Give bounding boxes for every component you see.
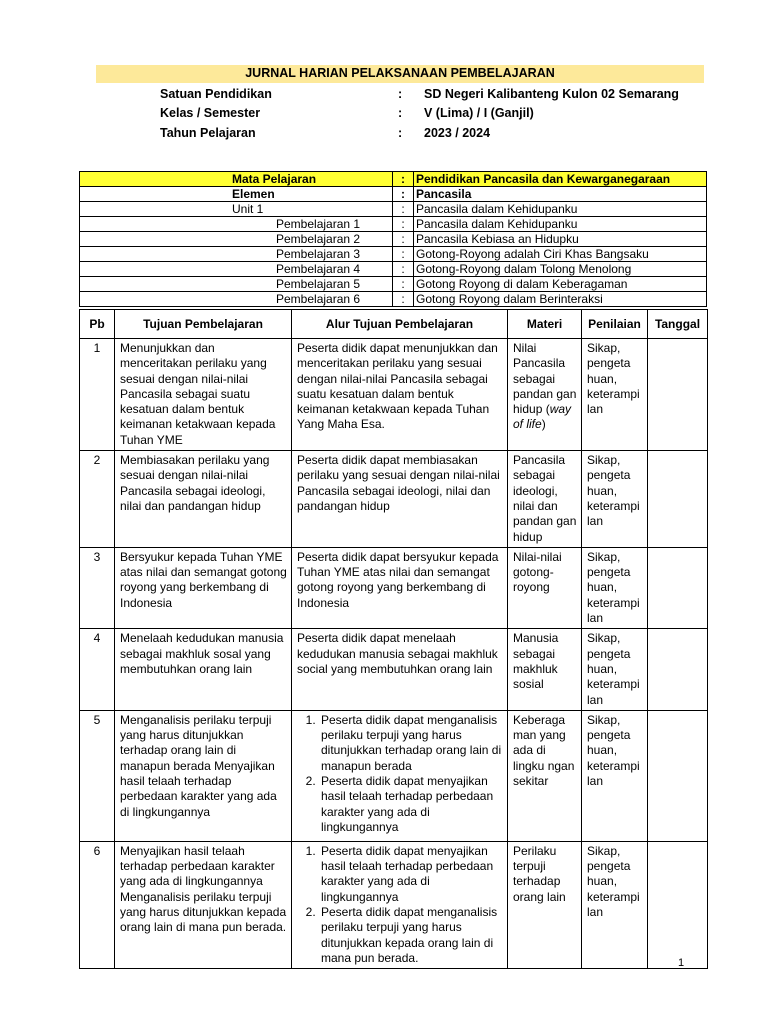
table-row <box>80 547 708 628</box>
cell-tujuan: Membiasakan perilaku yang sesuai dengan nilai-nilai Pancasila sebagai ideologi, nilai dan pandangan hidup <box>115 451 292 548</box>
cell-tujuan: Menelaah kedudukan manusia sebagai makhluk sosal yang membutuhkan orang lain <box>115 629 292 710</box>
cell-materi: Pancasila sebagai ideologi, nilai dan pandan gan hidup <box>508 451 582 548</box>
meta-label: Pembelajaran 4 <box>80 262 393 277</box>
cell-materi: Keberaga man yang ada di lingku ngan sekitar <box>508 710 582 841</box>
materi-italic: way of life <box>513 402 572 432</box>
info-label: Satuan Pendidikan <box>160 86 272 101</box>
cell-alur <box>292 710 508 841</box>
cell-tujuan: Bersyukur kepada Tuhan YME atas nilai dan semangat gotong royong yang berkembang di Indonesia <box>115 547 292 628</box>
meta-colon: : <box>393 292 414 307</box>
cell-pb: 5 <box>80 710 115 841</box>
meta-label: Pembelajaran 1 <box>80 217 393 232</box>
subject-info-table <box>79 171 707 307</box>
cell-alur <box>292 841 508 968</box>
meta-colon: : <box>393 202 414 217</box>
meta-colon: : <box>393 262 414 277</box>
info-label: Tahun Pelajaran <box>160 125 256 140</box>
cell-penilaian: Sikap, pengeta huan, keterampi lan <box>582 841 648 968</box>
info-row-school <box>160 84 679 104</box>
cell-tujuan: Menganalisis perilaku terpuji yang harus ditunjukkan terhadap orang lain di manapun berada Menyajikan hasil telaah terhadap perbedaan karakter yang ada di lingkungannya <box>115 710 292 841</box>
cell-penilaian: Sikap, pengeta huan, keterampi lan <box>582 339 648 451</box>
meta-row-element <box>80 187 707 202</box>
info-row-year <box>160 123 679 143</box>
header-tujuan: Tujuan Pembelajaran <box>115 310 292 339</box>
cell-tanggal <box>648 547 708 628</box>
cell-materi: Manusia sebagai makhluk sosial <box>508 629 582 710</box>
cell-pb: 6 <box>80 841 115 968</box>
meta-value: Gotong Royong di dalam Keberagaman <box>414 277 707 292</box>
cell-pb: 3 <box>80 547 115 628</box>
cell-penilaian: Sikap, pengeta huan, keterampi lan <box>582 451 648 548</box>
header-materi: Materi <box>508 310 582 339</box>
meta-value: Gotong-Royong adalah Ciri Khas Bangsaku <box>414 247 707 262</box>
cell-tanggal <box>648 710 708 841</box>
info-colon: : <box>398 125 403 140</box>
meta-label: Pembelajaran 2 <box>80 232 393 247</box>
meta-colon: : <box>393 277 414 292</box>
cell-alur: Peserta didik dapat bersyukur kepada Tuhan YME atas nilai dan semangat gotong royong yang berkembang di Indonesia <box>292 547 508 628</box>
meta-label: Pembelajaran 3 <box>80 247 393 262</box>
cell-penilaian: Sikap, pengeta huan, keterampi lan <box>582 547 648 628</box>
info-value: 2023 / 2024 <box>424 125 491 140</box>
meta-label: Pembelajaran 5 <box>80 277 393 292</box>
header-tanggal: Tanggal <box>648 310 708 339</box>
table-row <box>80 841 708 968</box>
meta-value: Pancasila dalam Kehidupanku <box>414 202 707 217</box>
cell-alur: Peserta didik dapat menunjukkan dan menceritakan perilaku yang sesuai dengan nilai-nilai Pancasila sebagai suatu kesatuan dalam bentuk keimanan ketakwaan kepada Tuhan Yang Maha Esa. <box>292 339 508 451</box>
meta-row-lesson <box>80 277 707 292</box>
table-header-row <box>80 310 708 339</box>
page-number: 1 <box>678 957 685 969</box>
meta-label: Unit 1 <box>80 202 393 217</box>
info-label: Kelas / Semester <box>160 106 261 121</box>
alur-list <box>297 713 503 835</box>
learning-journal-table <box>79 309 708 969</box>
cell-alur: Peserta didik dapat membiasakan perilaku yang sesuai dengan nilai-nilai Pancasila sebagai ideologi, nilai dan pandangan hidup <box>292 451 508 548</box>
school-info <box>160 84 679 143</box>
meta-value: Pancasila <box>414 187 707 202</box>
meta-label: Pembelajaran 6 <box>80 292 393 307</box>
cell-tujuan: Menunjukkan dan menceritakan perilaku yang sesuai dengan nilai-nilai Pancasila sebagai suatu kesatuan dalam bentuk keimanan ketakwaan kepada Tuhan YME <box>115 339 292 451</box>
cell-materi: Nilai-nilai gotong-royong <box>508 547 582 628</box>
cell-pb: 4 <box>80 629 115 710</box>
info-value: SD Negeri Kalibanteng Kulon 02 Semarang <box>424 86 679 101</box>
cell-tujuan: Menyajikan hasil telaah terhadap perbedaan karakter yang ada di lingkungannya Menganalisis perilaku terpuji yang harus ditunjukkan kepada orang lain di mana pun berada. <box>115 841 292 968</box>
header-penilaian: Penilaian <box>582 310 648 339</box>
alur-list-item: 1. Peserta didik dapat menganalisis perilaku terpuji yang harus ditunjukkan terhadap orang lain di manapun berada <box>319 713 503 774</box>
meta-value: Gotong-Royong dalam Tolong Menolong <box>414 262 707 277</box>
info-value: V (Lima) / I (Ganjil) <box>424 106 534 121</box>
alur-list-item: 2. Peserta didik dapat menganalisis perilaku terpuji yang harus ditunjukkan kepada orang lain di mana pun berada. <box>319 905 503 966</box>
meta-row-subject <box>80 172 707 187</box>
meta-value: Pancasila dalam Kehidupanku <box>414 217 707 232</box>
cell-penilaian: Sikap, pengeta huan, keterampi lan <box>582 710 648 841</box>
table-row <box>80 451 708 548</box>
cell-pb: 2 <box>80 451 115 548</box>
table-row <box>80 710 708 841</box>
cell-materi: Nilai Pancasila sebagai pandan gan hidup (way of life) <box>508 339 582 451</box>
info-colon: : <box>398 86 403 101</box>
meta-colon: : <box>393 232 414 247</box>
meta-row-lesson <box>80 247 707 262</box>
alur-list-item: 2. Peserta didik dapat menyajikan hasil telaah terhadap perbedaan karakter yang ada di lingkungannya <box>319 774 503 835</box>
meta-label: Elemen <box>80 187 393 202</box>
meta-row-lesson <box>80 262 707 277</box>
meta-row-lesson <box>80 217 707 232</box>
cell-tanggal <box>648 339 708 451</box>
info-row-class <box>160 104 679 124</box>
meta-row-lesson <box>80 232 707 247</box>
meta-colon: : <box>393 187 414 202</box>
header-alur: Alur Tujuan Pembelajaran <box>292 310 508 339</box>
cell-materi: Perilaku terpuji terhadap orang lain <box>508 841 582 968</box>
meta-value: Gotong Royong dalam Berinteraksi <box>414 292 707 307</box>
alur-list-item: 1. Peserta didik dapat menyajikan hasil telaah terhadap perbedaan karakter yang ada di lingkungannya <box>319 844 503 905</box>
table-row <box>80 339 708 451</box>
meta-colon: : <box>393 217 414 232</box>
cell-tanggal <box>648 629 708 710</box>
cell-tanggal <box>648 841 708 968</box>
alur-list <box>297 844 503 966</box>
cell-penilaian: Sikap, pengeta huan, keterampi lan <box>582 629 648 710</box>
materi-text: Nilai Pancasila sebagai pandan gan hidup <box>513 341 577 417</box>
cell-alur: Peserta didik dapat menelaah kedudukan manusia sebagai makhluk social yang membutuhkan orang lain <box>292 629 508 710</box>
cell-tanggal <box>648 451 708 548</box>
table-row <box>80 629 708 710</box>
cell-pb: 1 <box>80 339 115 451</box>
meta-value: Pendidikan Pancasila dan Kewarganegaraan <box>414 172 707 187</box>
meta-value: Pancasila Kebiasa an Hidupku <box>414 232 707 247</box>
meta-colon: : <box>393 172 414 187</box>
document-title: JURNAL HARIAN PELAKSANAAN PEMBELAJARAN <box>96 65 704 83</box>
meta-label: Mata Pelajaran <box>80 172 393 187</box>
header-pb: Pb <box>80 310 115 339</box>
meta-colon: : <box>393 247 414 262</box>
info-colon: : <box>398 106 403 121</box>
meta-row-unit <box>80 202 707 217</box>
meta-row-lesson <box>80 292 707 307</box>
